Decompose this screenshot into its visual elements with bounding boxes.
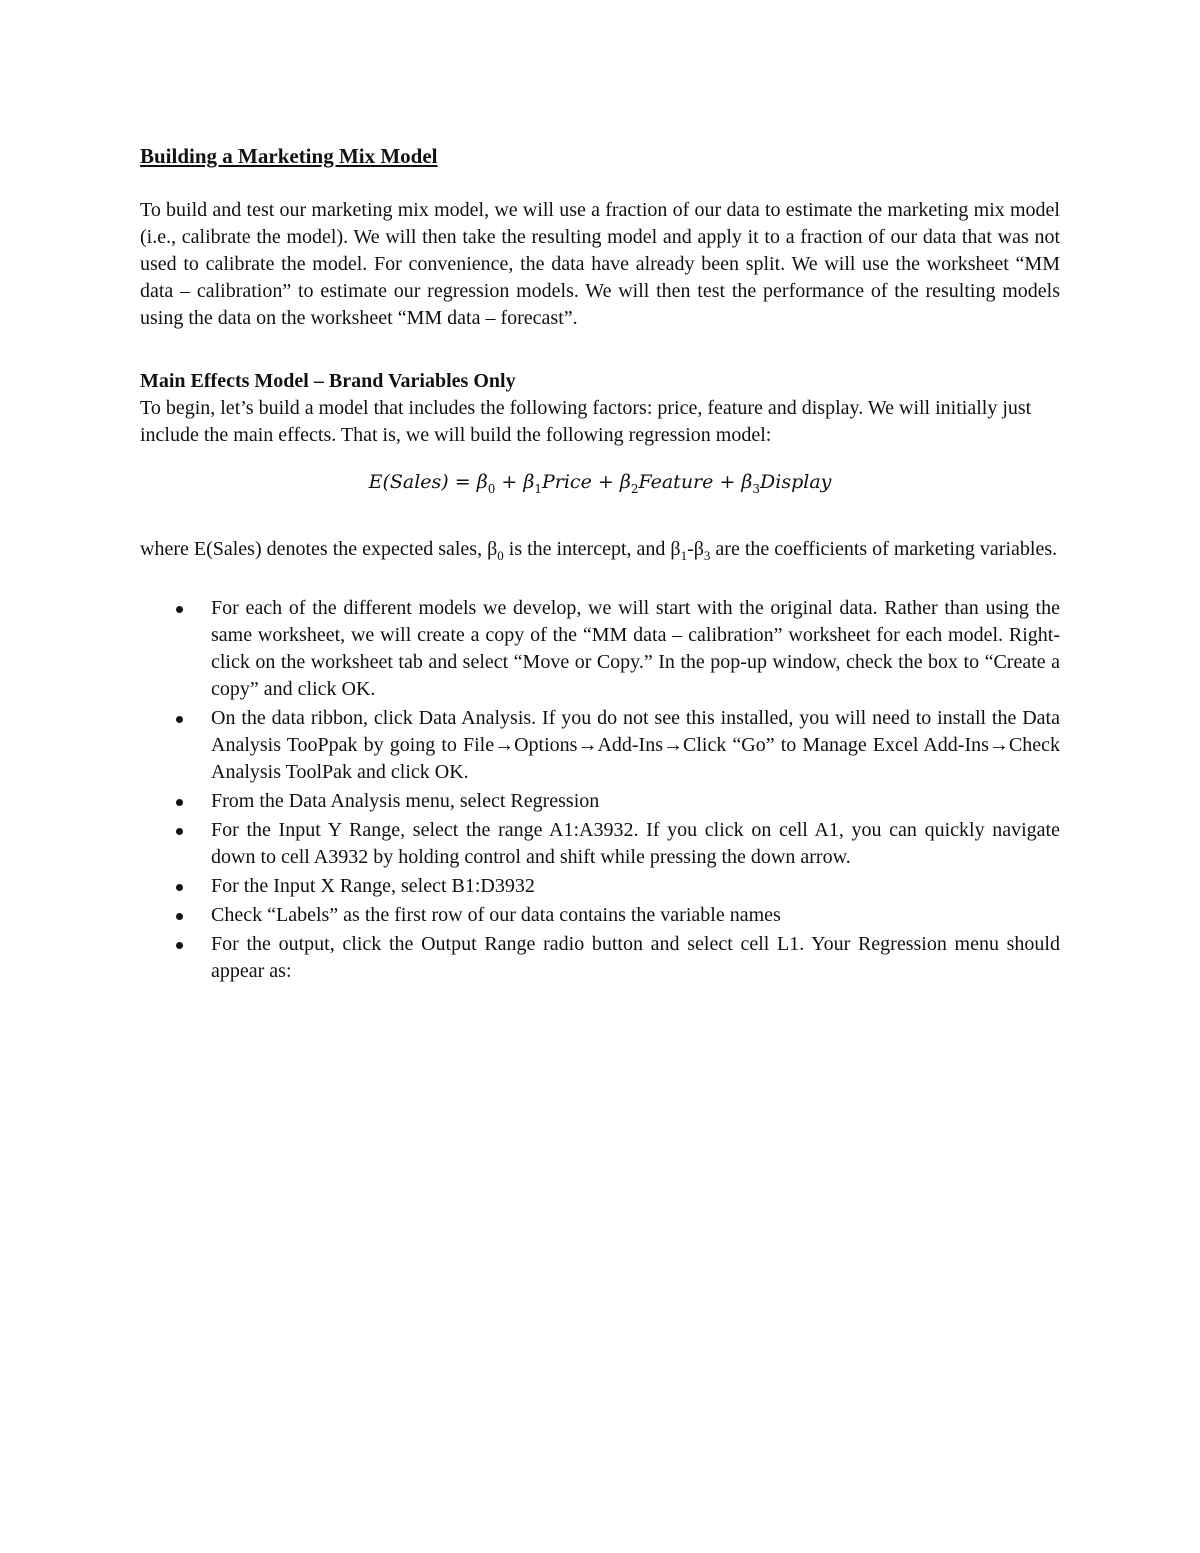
bullet-icon	[176, 828, 183, 835]
section-heading: Main Effects Model – Brand Variables Only	[140, 370, 516, 392]
list-item: For the Input X Range, select B1:D3932	[140, 873, 1060, 900]
equation-plus-1: +	[501, 471, 518, 493]
equation-beta-3: $\beta_3$	[741, 471, 761, 496]
intro-paragraph: To build and test our marketing mix model, we will use a fraction of our data to estimate the marketing mix model (i.e., calibrate the model). We will then take the resulting model and apply it to a fraction of our data that was not used to calibrate the model. For convenience, the data have already been split. We will use the worksheet “MM data – calibration” to estimate our regression models. We will then test the performance of the resulting models using the data on the worksheet “MM data – forecast”.	[140, 199, 1060, 329]
equation-lhs: E(Sales)	[368, 471, 449, 493]
list-item: For the Input Y Range, select the range A1:A3932. If you click on cell A1, you can quickly navigate down to cell A3932 by holding control and shift while pressing the down arrow.	[140, 817, 1060, 871]
equation-equals: =	[454, 471, 471, 493]
document-title: Building a Marketing Mix Model	[140, 144, 438, 168]
bullet-icon	[176, 884, 183, 891]
bullet-icon	[176, 716, 183, 723]
equation-plus-3: +	[719, 471, 736, 493]
bullet-icon	[176, 913, 183, 920]
equation-var-display: Display	[760, 471, 832, 493]
equation-plus-2: +	[597, 471, 614, 493]
list-item: For each of the different models we develop, we will start with the original data. Rather than using the same worksheet, we will create a copy of the “MM data – calibration” worksheet for each model. Right-click on the worksheet tab and select “Move or Copy.” In the pop-up window, check the box to “Create a copy” and click OK.	[140, 595, 1060, 703]
section-body-paragraph: To begin, let’s build a model that includes the following factors: price, feature and display. We will initially just include the main effects. That is, we will build the following regression model:	[140, 397, 1032, 446]
regression-equation	[140, 467, 1060, 504]
list-item: Check “Labels” as the first row of our data contains the variable names	[140, 902, 1060, 929]
bullet-icon	[176, 606, 183, 613]
bullet-icon	[176, 799, 183, 806]
list-item: On the data ribbon, click Data Analysis. If you do not see this installed, you will need to install the Data Analysis TooPpak by going to File→Options→Add-Ins→Click “Go” to Manage Excel Add-Ins→Check Analysis ToolPak and click OK.	[140, 705, 1060, 786]
bullet-icon	[176, 942, 183, 949]
list-item: From the Data Analysis menu, select Regression	[140, 788, 1060, 815]
equation-beta-2: $\beta_2$	[619, 471, 639, 496]
equation-var-price: Price	[541, 471, 592, 493]
equation-beta-1: $\beta_1$	[523, 471, 542, 496]
list-item: For the output, click the Output Range radio button and select cell L1. Your Regression menu should appear as:	[140, 931, 1060, 985]
document-page	[140, 143, 1060, 987]
instruction-list	[140, 595, 1060, 985]
equation-var-feature: Feature	[638, 471, 714, 493]
where-paragraph: where E(Sales) denotes the expected sales, $\beta_0$ is the intercept, and $\beta_1-\beta_3$ are the coefficients of marketing variables.	[140, 537, 1058, 563]
equation-beta-0: $\beta_0$	[476, 471, 496, 496]
